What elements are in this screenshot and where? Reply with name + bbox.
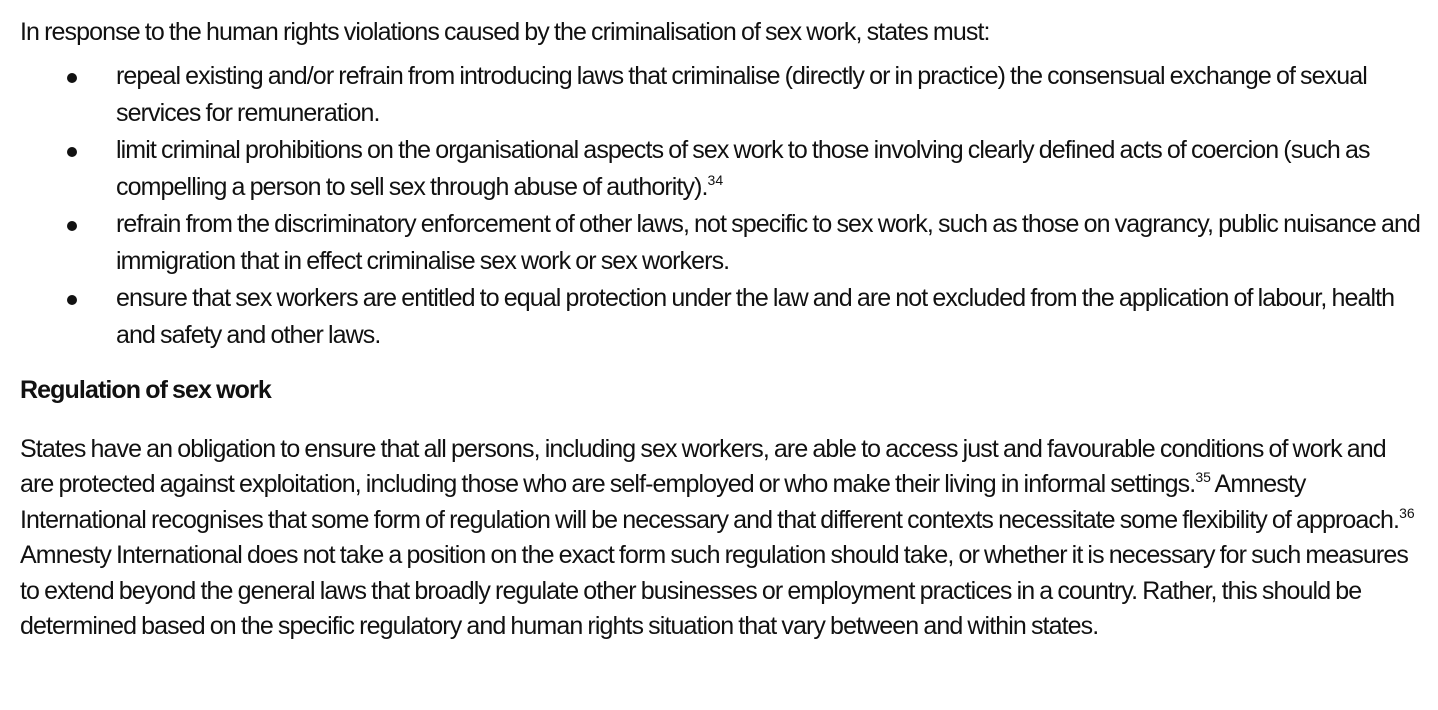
list-item bbox=[20, 58, 1420, 132]
section-heading: Regulation of sex work bbox=[20, 376, 271, 404]
list-item bbox=[20, 280, 1420, 354]
body-paragraph bbox=[20, 432, 1420, 644]
list-item-text: limit criminal prohibitions on the organisational aspects of sex work to those involving clearly defined acts of coercion (such as compelling a person to sell sex through abuse of authority). bbox=[116, 136, 1370, 201]
footnote-ref[interactable]: 34 bbox=[707, 172, 724, 188]
footnote-ref[interactable]: 35 bbox=[1195, 469, 1211, 486]
bullet-icon bbox=[67, 147, 77, 157]
body-text: States have an obligation to ensure that all persons, including sex workers, are able to access just and favourable conditions of work and are protected against exploitation, including those who are self-employed or who make their living in informal settings. bbox=[20, 435, 1386, 499]
body-text: Amnesty International recognises that some form of regulation will be necessary and that different contexts necessitate some flexibility of approach. bbox=[20, 470, 1400, 534]
list-item-text: refrain from the discriminatory enforcement of other laws, not specific to sex work, such as those on vagrancy, public nuisance and immigration that in effect criminalise sex work or sex workers. bbox=[116, 210, 1420, 275]
list-item-text: repeal existing and/or refrain from introducing laws that criminalise (directly or in practice) the consensual exchange of sexual services for remuneration. bbox=[116, 62, 1367, 127]
list-item bbox=[20, 132, 1420, 206]
bullet-icon bbox=[67, 295, 77, 305]
body-text: Amnesty International does not take a position on the exact form such regulation should take, or whether it is necessary for such measures to extend beyond the general laws that broadly regulate other businesses or employment practices in a country. Rather, this should be determined based on the specific regulatory and human rights situation that vary between and within states. bbox=[20, 541, 1408, 641]
list-item bbox=[20, 206, 1420, 280]
bullet-icon bbox=[67, 73, 77, 83]
intro-paragraph: In response to the human rights violations caused by the criminalisation of sex work, states must: bbox=[20, 18, 990, 46]
document-page bbox=[20, 14, 1420, 644]
obligations-list bbox=[20, 58, 1420, 354]
list-item-text: ensure that sex workers are entitled to equal protection under the law and are not excluded from the application of labour, health and safety and other laws. bbox=[116, 284, 1395, 349]
bullet-icon bbox=[67, 221, 77, 231]
footnote-ref[interactable]: 36 bbox=[1399, 504, 1415, 521]
